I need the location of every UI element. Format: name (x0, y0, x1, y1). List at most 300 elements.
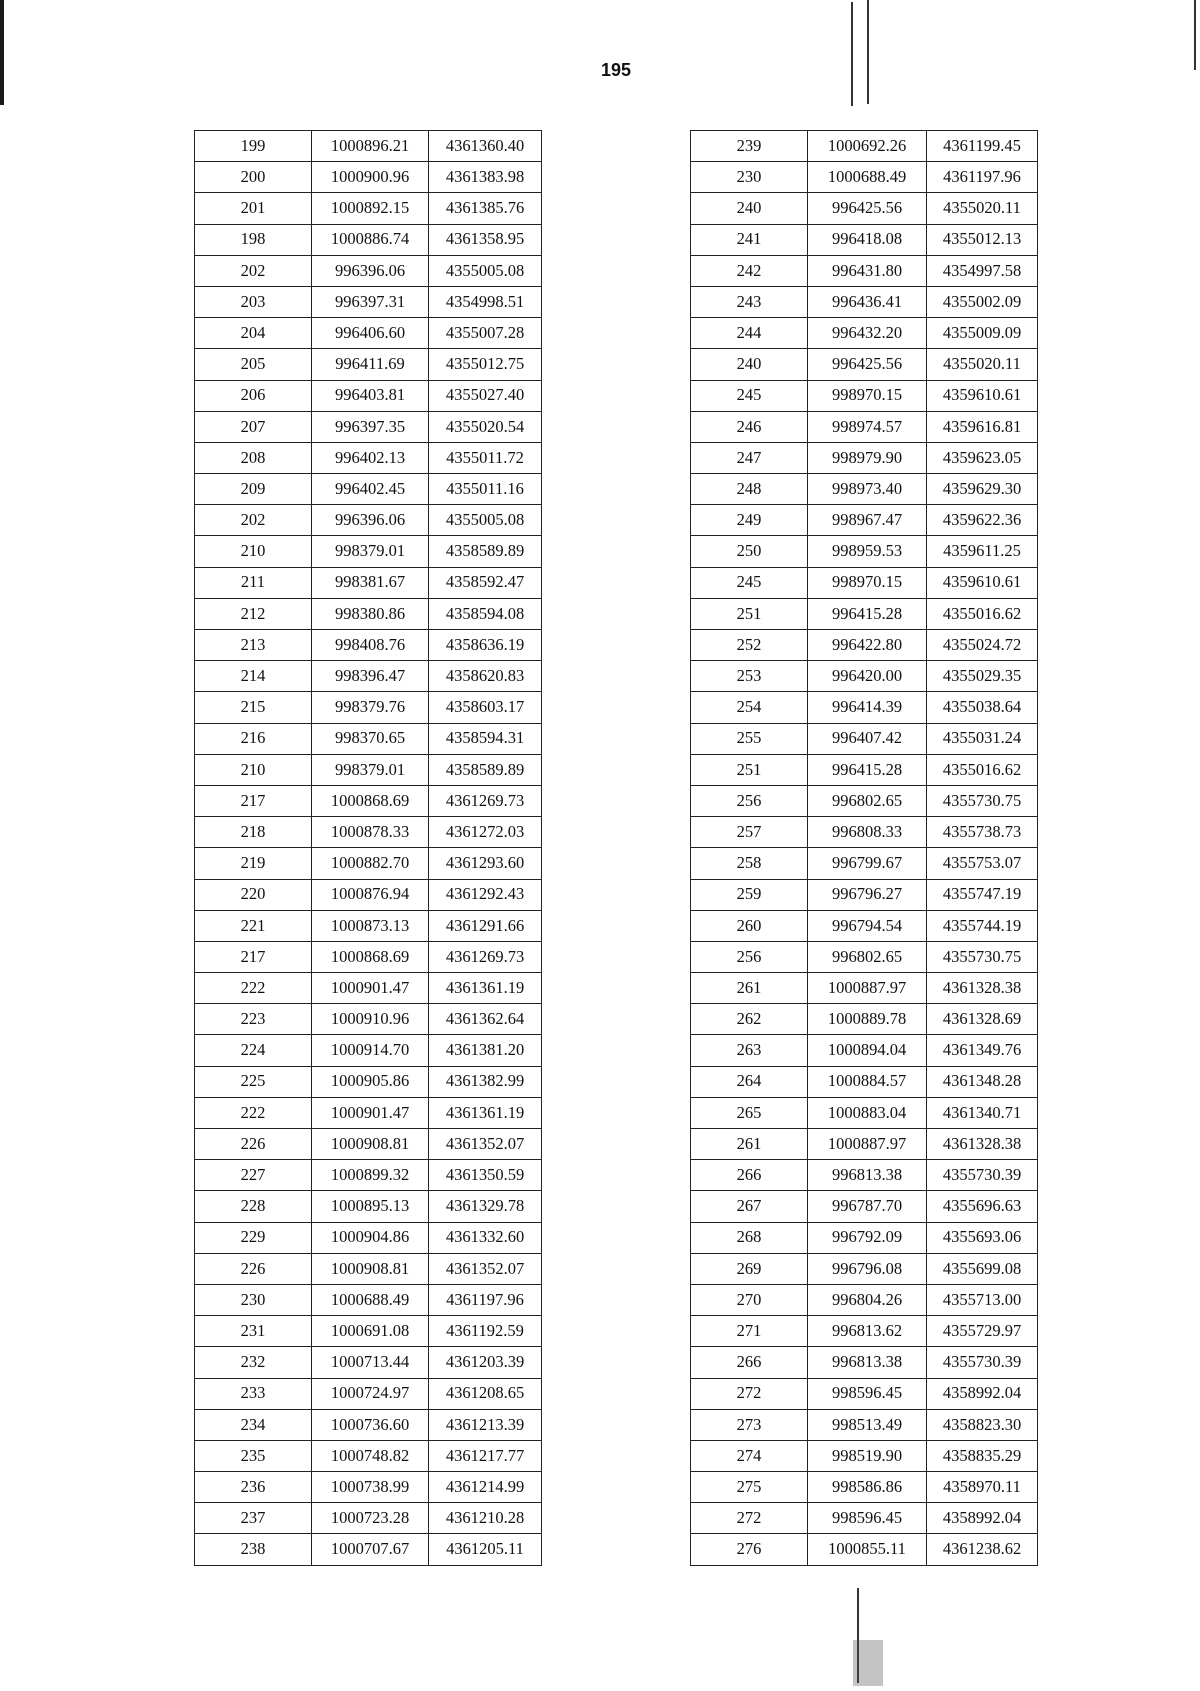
y-coordinate-cell: 4361381.20 (429, 1035, 542, 1066)
y-coordinate-cell: 4355009.09 (927, 318, 1038, 349)
point-number-cell: 228 (195, 1191, 312, 1222)
x-coordinate-cell: 996802.65 (808, 785, 927, 816)
table-row (195, 474, 542, 505)
table-row (691, 474, 1038, 505)
table-row (195, 1316, 542, 1347)
x-coordinate-cell: 998970.15 (808, 567, 927, 598)
point-number-cell: 206 (195, 380, 312, 411)
x-coordinate-cell: 996425.56 (808, 349, 927, 380)
table-row (691, 536, 1038, 567)
point-number-cell: 253 (691, 661, 808, 692)
x-coordinate-cell: 998596.45 (808, 1378, 927, 1409)
y-coordinate-cell: 4361385.76 (429, 193, 542, 224)
x-coordinate-cell: 1000724.97 (312, 1378, 429, 1409)
y-coordinate-cell: 4354997.58 (927, 255, 1038, 286)
table-row (195, 224, 542, 255)
y-coordinate-cell: 4361348.28 (927, 1066, 1038, 1097)
table-row (195, 879, 542, 910)
point-number-cell: 208 (195, 442, 312, 473)
table-row (691, 1472, 1038, 1503)
y-coordinate-cell: 4361332.60 (429, 1222, 542, 1253)
point-number-cell: 230 (195, 1284, 312, 1315)
y-coordinate-cell: 4355027.40 (429, 380, 542, 411)
x-coordinate-cell: 998967.47 (808, 505, 927, 536)
x-coordinate-cell: 998408.76 (312, 630, 429, 661)
x-coordinate-cell: 1000868.69 (312, 941, 429, 972)
y-coordinate-cell: 4361352.07 (429, 1253, 542, 1284)
point-number-cell: 202 (195, 255, 312, 286)
x-coordinate-cell: 998970.15 (808, 380, 927, 411)
x-coordinate-cell: 998379.01 (312, 754, 429, 785)
y-coordinate-cell: 4361328.38 (927, 1129, 1038, 1160)
y-coordinate-cell: 4355031.24 (927, 723, 1038, 754)
y-coordinate-cell: 4358589.89 (429, 536, 542, 567)
point-number-cell: 215 (195, 692, 312, 723)
x-coordinate-cell: 1000886.74 (312, 224, 429, 255)
point-number-cell: 207 (195, 411, 312, 442)
y-coordinate-cell: 4355744.19 (927, 910, 1038, 941)
table-row (691, 318, 1038, 349)
y-coordinate-cell: 4355012.13 (927, 224, 1038, 255)
x-coordinate-cell: 998381.67 (312, 567, 429, 598)
y-coordinate-cell: 4355012.75 (429, 349, 542, 380)
x-coordinate-cell: 1000878.33 (312, 817, 429, 848)
point-number-cell: 226 (195, 1253, 312, 1284)
y-coordinate-cell: 4361329.78 (429, 1191, 542, 1222)
y-coordinate-cell: 4359611.25 (927, 536, 1038, 567)
x-coordinate-cell: 996422.80 (808, 630, 927, 661)
y-coordinate-cell: 4355011.72 (429, 442, 542, 473)
table-row (691, 1378, 1038, 1409)
point-number-cell: 199 (195, 131, 312, 162)
table-row (195, 131, 542, 162)
y-coordinate-cell: 4355753.07 (927, 848, 1038, 879)
y-coordinate-cell: 4355020.54 (429, 411, 542, 442)
y-coordinate-cell: 4361382.99 (429, 1066, 542, 1097)
x-coordinate-cell: 1000738.99 (312, 1472, 429, 1503)
x-coordinate-cell: 996813.38 (808, 1160, 927, 1191)
point-number-cell: 241 (691, 224, 808, 255)
x-coordinate-cell: 998370.65 (312, 723, 429, 754)
x-coordinate-cell: 996436.41 (808, 286, 927, 317)
point-number-cell: 211 (195, 567, 312, 598)
point-number-cell: 209 (195, 474, 312, 505)
table-row (195, 1534, 542, 1565)
x-coordinate-cell: 1000855.11 (808, 1534, 927, 1565)
x-coordinate-cell: 1000882.70 (312, 848, 429, 879)
table-row (195, 1004, 542, 1035)
table-row (195, 505, 542, 536)
y-coordinate-cell: 4361292.43 (429, 879, 542, 910)
y-coordinate-cell: 4355730.39 (927, 1160, 1038, 1191)
table-row (195, 1160, 542, 1191)
table-row (195, 910, 542, 941)
point-number-cell: 212 (195, 598, 312, 629)
table-row (195, 817, 542, 848)
x-coordinate-cell: 1000707.67 (312, 1534, 429, 1565)
table-row (691, 505, 1038, 536)
table-row (195, 1440, 542, 1471)
point-number-cell: 245 (691, 567, 808, 598)
y-coordinate-cell: 4361197.96 (927, 162, 1038, 193)
x-coordinate-cell: 1000905.86 (312, 1066, 429, 1097)
point-number-cell: 210 (195, 754, 312, 785)
table-row (195, 941, 542, 972)
x-coordinate-cell: 996804.26 (808, 1284, 927, 1315)
right-coordinate-table (690, 130, 1038, 1566)
x-coordinate-cell: 996397.35 (312, 411, 429, 442)
y-coordinate-cell: 4361214.99 (429, 1472, 542, 1503)
y-coordinate-cell: 4361383.98 (429, 162, 542, 193)
table-row (691, 411, 1038, 442)
y-coordinate-cell: 4358620.83 (429, 661, 542, 692)
point-number-cell: 251 (691, 598, 808, 629)
point-number-cell: 245 (691, 380, 808, 411)
table-row (195, 286, 542, 317)
x-coordinate-cell: 1000884.57 (808, 1066, 927, 1097)
y-coordinate-cell: 4359623.05 (927, 442, 1038, 473)
point-number-cell: 258 (691, 848, 808, 879)
y-coordinate-cell: 4358603.17 (429, 692, 542, 723)
x-coordinate-cell: 1000748.82 (312, 1440, 429, 1471)
y-coordinate-cell: 4361238.62 (927, 1534, 1038, 1565)
point-number-cell: 271 (691, 1316, 808, 1347)
point-number-cell: 239 (691, 131, 808, 162)
table-row (691, 723, 1038, 754)
y-coordinate-cell: 4361213.39 (429, 1409, 542, 1440)
table-row (195, 411, 542, 442)
x-coordinate-cell: 996802.65 (808, 941, 927, 972)
point-number-cell: 232 (195, 1347, 312, 1378)
point-number-cell: 276 (691, 1534, 808, 1565)
point-number-cell: 240 (691, 349, 808, 380)
scan-binding-line (867, 0, 869, 104)
point-number-cell: 223 (195, 1004, 312, 1035)
y-coordinate-cell: 4355016.62 (927, 754, 1038, 785)
point-number-cell: 224 (195, 1035, 312, 1066)
x-coordinate-cell: 998973.40 (808, 474, 927, 505)
point-number-cell: 261 (691, 973, 808, 1004)
point-number-cell: 255 (691, 723, 808, 754)
y-coordinate-cell: 4355696.63 (927, 1191, 1038, 1222)
x-coordinate-cell: 996402.45 (312, 474, 429, 505)
y-coordinate-cell: 4355011.16 (429, 474, 542, 505)
table-row (691, 1129, 1038, 1160)
x-coordinate-cell: 998586.86 (808, 1472, 927, 1503)
x-coordinate-cell: 1000736.60 (312, 1409, 429, 1440)
x-coordinate-cell: 996796.08 (808, 1253, 927, 1284)
point-number-cell: 257 (691, 817, 808, 848)
x-coordinate-cell: 996407.42 (808, 723, 927, 754)
y-coordinate-cell: 4361360.40 (429, 131, 542, 162)
y-coordinate-cell: 4355693.06 (927, 1222, 1038, 1253)
x-coordinate-cell: 996411.69 (312, 349, 429, 380)
point-number-cell: 225 (195, 1066, 312, 1097)
y-coordinate-cell: 4358970.11 (927, 1472, 1038, 1503)
x-coordinate-cell: 996796.27 (808, 879, 927, 910)
point-number-cell: 233 (195, 1378, 312, 1409)
x-coordinate-cell: 998379.76 (312, 692, 429, 723)
y-coordinate-cell: 4361361.19 (429, 1097, 542, 1128)
x-coordinate-cell: 1000908.81 (312, 1253, 429, 1284)
table-row (195, 598, 542, 629)
table-row (195, 380, 542, 411)
table-row (691, 1284, 1038, 1315)
right-coordinate-table-container (690, 130, 1038, 1566)
y-coordinate-cell: 4361350.59 (429, 1160, 542, 1191)
table-row (691, 754, 1038, 785)
table-row (195, 1378, 542, 1409)
point-number-cell: 218 (195, 817, 312, 848)
y-coordinate-cell: 4355738.73 (927, 817, 1038, 848)
table-row (195, 193, 542, 224)
table-row (691, 1222, 1038, 1253)
table-row (691, 941, 1038, 972)
y-coordinate-cell: 4355730.75 (927, 785, 1038, 816)
x-coordinate-cell: 996406.60 (312, 318, 429, 349)
table-row (691, 1035, 1038, 1066)
y-coordinate-cell: 4359616.81 (927, 411, 1038, 442)
y-coordinate-cell: 4358992.04 (927, 1503, 1038, 1534)
point-number-cell: 267 (691, 1191, 808, 1222)
point-number-cell: 221 (195, 910, 312, 941)
y-coordinate-cell: 4355747.19 (927, 879, 1038, 910)
x-coordinate-cell: 1000713.44 (312, 1347, 429, 1378)
table-row (691, 1191, 1038, 1222)
x-coordinate-cell: 1000868.69 (312, 785, 429, 816)
x-coordinate-cell: 998596.45 (808, 1503, 927, 1534)
point-number-cell: 266 (691, 1160, 808, 1191)
point-number-cell: 234 (195, 1409, 312, 1440)
point-number-cell: 235 (195, 1440, 312, 1471)
point-number-cell: 250 (691, 536, 808, 567)
x-coordinate-cell: 1000692.26 (808, 131, 927, 162)
table-row (195, 442, 542, 473)
point-number-cell: 263 (691, 1035, 808, 1066)
point-number-cell: 248 (691, 474, 808, 505)
y-coordinate-cell: 4359629.30 (927, 474, 1038, 505)
point-number-cell: 243 (691, 286, 808, 317)
table-row (691, 224, 1038, 255)
point-number-cell: 244 (691, 318, 808, 349)
x-coordinate-cell: 1000688.49 (312, 1284, 429, 1315)
x-coordinate-cell: 996425.56 (808, 193, 927, 224)
table-row (195, 754, 542, 785)
table-row (691, 1253, 1038, 1284)
x-coordinate-cell: 996403.81 (312, 380, 429, 411)
x-coordinate-cell: 996418.08 (808, 224, 927, 255)
x-coordinate-cell: 1000723.28 (312, 1503, 429, 1534)
table-row (691, 1160, 1038, 1191)
point-number-cell: 200 (195, 162, 312, 193)
x-coordinate-cell: 998380.86 (312, 598, 429, 629)
table-row (691, 1316, 1038, 1347)
table-row (691, 817, 1038, 848)
x-coordinate-cell: 1000901.47 (312, 973, 429, 1004)
y-coordinate-cell: 4361361.19 (429, 973, 542, 1004)
table-row (691, 1534, 1038, 1565)
point-number-cell: 264 (691, 1066, 808, 1097)
point-number-cell: 261 (691, 1129, 808, 1160)
point-number-cell: 274 (691, 1440, 808, 1471)
point-number-cell: 217 (195, 941, 312, 972)
table-row (691, 162, 1038, 193)
point-number-cell: 254 (691, 692, 808, 723)
table-row (691, 661, 1038, 692)
point-number-cell: 222 (195, 973, 312, 1004)
y-coordinate-cell: 4361205.11 (429, 1534, 542, 1565)
point-number-cell: 236 (195, 1472, 312, 1503)
page-number: 195 (600, 60, 632, 80)
table-row (195, 785, 542, 816)
point-number-cell: 231 (195, 1316, 312, 1347)
y-coordinate-cell: 4355029.35 (927, 661, 1038, 692)
point-number-cell: 222 (195, 1097, 312, 1128)
y-coordinate-cell: 4355699.08 (927, 1253, 1038, 1284)
table-row (691, 131, 1038, 162)
x-coordinate-cell: 996396.06 (312, 505, 429, 536)
x-coordinate-cell: 1000901.47 (312, 1097, 429, 1128)
point-number-cell: 269 (691, 1253, 808, 1284)
point-number-cell: 204 (195, 318, 312, 349)
point-number-cell: 275 (691, 1472, 808, 1503)
y-coordinate-cell: 4361197.96 (429, 1284, 542, 1315)
y-coordinate-cell: 4355002.09 (927, 286, 1038, 317)
x-coordinate-cell: 1000889.78 (808, 1004, 927, 1035)
point-number-cell: 201 (195, 193, 312, 224)
x-coordinate-cell: 1000688.49 (808, 162, 927, 193)
table-row (195, 723, 542, 754)
table-row (195, 1409, 542, 1440)
x-coordinate-cell: 1000894.04 (808, 1035, 927, 1066)
y-coordinate-cell: 4354998.51 (429, 286, 542, 317)
table-row (691, 848, 1038, 879)
table-row (691, 630, 1038, 661)
y-coordinate-cell: 4361352.07 (429, 1129, 542, 1160)
table-row (195, 318, 542, 349)
y-coordinate-cell: 4358992.04 (927, 1378, 1038, 1409)
table-row (195, 692, 542, 723)
y-coordinate-cell: 4361210.28 (429, 1503, 542, 1534)
point-number-cell: 268 (691, 1222, 808, 1253)
y-coordinate-cell: 4361293.60 (429, 848, 542, 879)
point-number-cell: 270 (691, 1284, 808, 1315)
table-row (195, 1347, 542, 1378)
scan-edge-left (0, 0, 4, 105)
point-number-cell: 205 (195, 349, 312, 380)
x-coordinate-cell: 996431.80 (808, 255, 927, 286)
table-row (691, 1503, 1038, 1534)
point-number-cell: 252 (691, 630, 808, 661)
x-coordinate-cell: 1000873.13 (312, 910, 429, 941)
table-row (195, 630, 542, 661)
table-row (691, 349, 1038, 380)
y-coordinate-cell: 4358636.19 (429, 630, 542, 661)
x-coordinate-cell: 998979.90 (808, 442, 927, 473)
point-number-cell: 242 (691, 255, 808, 286)
point-number-cell: 210 (195, 536, 312, 567)
x-coordinate-cell: 1000887.97 (808, 973, 927, 1004)
table-row (195, 567, 542, 598)
table-row (691, 598, 1038, 629)
x-coordinate-cell: 998379.01 (312, 536, 429, 567)
x-coordinate-cell: 998396.47 (312, 661, 429, 692)
table-row (195, 661, 542, 692)
point-number-cell: 216 (195, 723, 312, 754)
y-coordinate-cell: 4359622.36 (927, 505, 1038, 536)
y-coordinate-cell: 4355729.97 (927, 1316, 1038, 1347)
x-coordinate-cell: 996420.00 (808, 661, 927, 692)
table-row (195, 349, 542, 380)
table-row (195, 1472, 542, 1503)
x-coordinate-cell: 1000900.96 (312, 162, 429, 193)
point-number-cell: 238 (195, 1534, 312, 1565)
point-number-cell: 240 (691, 193, 808, 224)
point-number-cell: 229 (195, 1222, 312, 1253)
point-number-cell: 262 (691, 1004, 808, 1035)
table-row (195, 1222, 542, 1253)
table-row (691, 567, 1038, 598)
table-row (195, 848, 542, 879)
y-coordinate-cell: 4361269.73 (429, 785, 542, 816)
table-row (691, 193, 1038, 224)
table-row (195, 973, 542, 1004)
y-coordinate-cell: 4355005.08 (429, 505, 542, 536)
table-row (195, 162, 542, 193)
point-number-cell: 246 (691, 411, 808, 442)
y-coordinate-cell: 4361203.39 (429, 1347, 542, 1378)
table-row (195, 1035, 542, 1066)
table-row (195, 1284, 542, 1315)
table-row (195, 1503, 542, 1534)
point-number-cell: 230 (691, 162, 808, 193)
scan-binding-line (851, 2, 853, 106)
y-coordinate-cell: 4358592.47 (429, 567, 542, 598)
y-coordinate-cell: 4355730.75 (927, 941, 1038, 972)
y-coordinate-cell: 4359610.61 (927, 380, 1038, 411)
y-coordinate-cell: 4361358.95 (429, 224, 542, 255)
table-row (195, 1191, 542, 1222)
table-row (691, 1347, 1038, 1378)
table-row (691, 973, 1038, 1004)
left-coordinate-table (194, 130, 542, 1566)
y-coordinate-cell: 4361349.76 (927, 1035, 1038, 1066)
y-coordinate-cell: 4355730.39 (927, 1347, 1038, 1378)
y-coordinate-cell: 4355024.72 (927, 630, 1038, 661)
x-coordinate-cell: 1000892.15 (312, 193, 429, 224)
point-number-cell: 272 (691, 1378, 808, 1409)
y-coordinate-cell: 4361269.73 (429, 941, 542, 972)
point-number-cell: 237 (195, 1503, 312, 1534)
x-coordinate-cell: 996402.13 (312, 442, 429, 473)
y-coordinate-cell: 4358589.89 (429, 754, 542, 785)
y-coordinate-cell: 4361208.65 (429, 1378, 542, 1409)
table-row (195, 1129, 542, 1160)
point-number-cell: 251 (691, 754, 808, 785)
y-coordinate-cell: 4359610.61 (927, 567, 1038, 598)
y-coordinate-cell: 4358835.29 (927, 1440, 1038, 1471)
x-coordinate-cell: 1000691.08 (312, 1316, 429, 1347)
x-coordinate-cell: 1000904.86 (312, 1222, 429, 1253)
table-row (691, 286, 1038, 317)
x-coordinate-cell: 996415.28 (808, 598, 927, 629)
point-number-cell: 259 (691, 879, 808, 910)
x-coordinate-cell: 1000896.21 (312, 131, 429, 162)
x-coordinate-cell: 1000914.70 (312, 1035, 429, 1066)
y-coordinate-cell: 4355038.64 (927, 692, 1038, 723)
y-coordinate-cell: 4361217.77 (429, 1440, 542, 1471)
table-row (195, 255, 542, 286)
